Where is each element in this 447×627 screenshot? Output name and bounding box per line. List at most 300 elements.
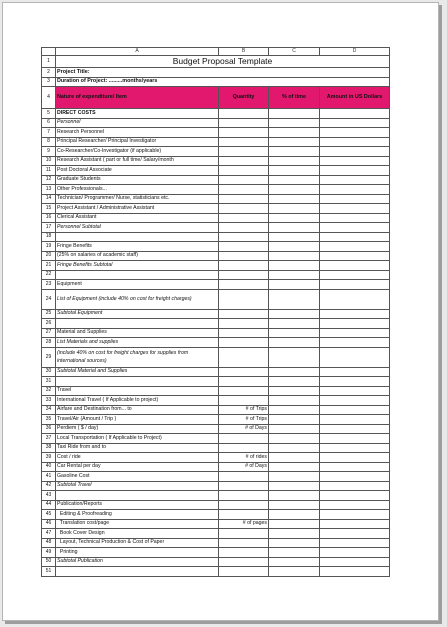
sheet-row (42, 68, 390, 78)
pct-time-cell[interactable] (269, 137, 320, 147)
item-cell[interactable]: Technician/ Programmer/ Nurse, statisticians etc. (56, 194, 219, 204)
column-header-c[interactable]: C (269, 48, 320, 56)
table-row (42, 251, 390, 261)
row-number[interactable]: 5 (42, 109, 56, 119)
amount-cell[interactable] (320, 109, 390, 119)
quantity-cell[interactable] (219, 128, 269, 138)
quantity-cell[interactable] (219, 185, 269, 195)
amount-cell[interactable] (320, 319, 390, 329)
quantity-cell[interactable] (219, 175, 269, 185)
table-row (42, 424, 390, 434)
pct-time-cell[interactable] (269, 242, 320, 252)
item-cell[interactable]: Equipment (56, 280, 219, 290)
pct-time-cell[interactable] (269, 175, 320, 185)
item-cell[interactable]: Subtotal Equipment (56, 309, 219, 319)
pct-time-cell[interactable] (269, 309, 320, 319)
amount-cell[interactable] (320, 128, 390, 138)
pct-time-cell[interactable] (269, 491, 320, 501)
header-nature[interactable]: Nature of expenditure/ Item (56, 87, 219, 109)
row-number[interactable]: 22 (42, 270, 56, 280)
pct-time-cell[interactable] (269, 319, 320, 329)
pct-time-cell[interactable] (269, 261, 320, 271)
amount-cell[interactable] (320, 529, 390, 539)
worksheet-page (2, 2, 439, 621)
item-cell[interactable]: Fringe Benefits (56, 242, 219, 252)
pct-time-cell[interactable] (269, 232, 320, 242)
quantity-cell[interactable] (219, 538, 269, 548)
amount-cell[interactable] (320, 347, 390, 367)
row-number[interactable]: 30 (42, 367, 56, 377)
row-number[interactable]: 26 (42, 319, 56, 329)
amount-cell[interactable] (320, 270, 390, 280)
pct-time-cell[interactable] (269, 481, 320, 491)
pct-time-cell[interactable] (269, 109, 320, 119)
item-cell[interactable]: Perdiem ( $ / day) (56, 424, 219, 434)
project-title-cell[interactable]: Project Title: (56, 68, 390, 78)
budget-sheet (41, 47, 390, 577)
amount-cell[interactable] (320, 424, 390, 434)
quantity-cell[interactable]: # of pages (219, 519, 269, 529)
table-row (42, 213, 390, 223)
pct-time-cell[interactable] (269, 147, 320, 157)
pct-time-cell[interactable] (269, 251, 320, 261)
amount-cell[interactable] (320, 251, 390, 261)
pct-time-cell[interactable] (269, 289, 320, 309)
amount-cell[interactable] (320, 453, 390, 463)
row-number[interactable]: 6 (42, 118, 56, 128)
table-row (42, 166, 390, 176)
table-row (42, 462, 390, 472)
pct-time-cell[interactable] (269, 434, 320, 444)
table-row (42, 443, 390, 453)
row-number[interactable]: 11 (42, 166, 56, 176)
item-cell[interactable]: DIRECT COSTS (56, 109, 219, 119)
item-cell[interactable]: Graduate Students (56, 175, 219, 185)
pct-time-cell[interactable] (269, 443, 320, 453)
pct-time-cell[interactable] (269, 386, 320, 396)
amount-cell[interactable] (320, 510, 390, 520)
amount-cell[interactable] (320, 338, 390, 348)
row-number[interactable]: 28 (42, 338, 56, 348)
item-cell[interactable]: Travel/Air (Amount / Trip ) (56, 415, 219, 425)
table-row (42, 261, 390, 271)
pct-time-cell[interactable] (269, 223, 320, 233)
amount-cell[interactable] (320, 472, 390, 482)
pct-time-cell[interactable] (269, 405, 320, 415)
item-cell[interactable] (56, 377, 219, 387)
amount-cell[interactable] (320, 491, 390, 501)
amount-cell[interactable] (320, 147, 390, 157)
quantity-cell[interactable] (219, 137, 269, 147)
row-number[interactable]: 19 (42, 242, 56, 252)
row-number[interactable]: 49 (42, 548, 56, 558)
sheet-title[interactable]: Budget Proposal Template (56, 56, 390, 68)
table-row (42, 491, 390, 501)
pct-time-cell[interactable] (269, 548, 320, 558)
table-row (42, 347, 390, 367)
pct-time-cell[interactable] (269, 204, 320, 214)
amount-cell[interactable] (320, 386, 390, 396)
item-cell[interactable]: Gasoline Cost (56, 472, 219, 482)
row-number[interactable]: 27 (42, 328, 56, 338)
quantity-cell[interactable] (219, 510, 269, 520)
amount-cell[interactable] (320, 434, 390, 444)
table-row (42, 529, 390, 539)
quantity-cell[interactable] (219, 367, 269, 377)
quantity-cell[interactable] (219, 396, 269, 406)
quantity-cell[interactable] (219, 166, 269, 176)
amount-cell[interactable] (320, 557, 390, 567)
pct-time-cell[interactable] (269, 377, 320, 387)
item-cell[interactable] (56, 567, 219, 577)
quantity-cell[interactable] (219, 347, 269, 367)
header-amount[interactable]: Amount in US Dollars (320, 87, 390, 109)
corner-cell[interactable] (42, 48, 56, 56)
item-cell[interactable]: Printing (56, 548, 219, 558)
table-row (42, 557, 390, 567)
pct-time-cell[interactable] (269, 194, 320, 204)
quantity-cell[interactable] (219, 213, 269, 223)
quantity-cell[interactable]: # of Trips (219, 405, 269, 415)
row-number[interactable]: 47 (42, 529, 56, 539)
pct-time-cell[interactable] (269, 519, 320, 529)
item-cell[interactable]: Subtotal Publication (56, 557, 219, 567)
amount-cell[interactable] (320, 175, 390, 185)
item-cell[interactable]: Layout, Technical Production & Cost of Paper (56, 538, 219, 548)
item-cell[interactable]: Material and Supplies (56, 328, 219, 338)
quantity-cell[interactable] (219, 529, 269, 539)
amount-cell[interactable] (320, 232, 390, 242)
amount-cell[interactable] (320, 242, 390, 252)
table-row (42, 185, 390, 195)
table-row (42, 367, 390, 377)
table-row (42, 538, 390, 548)
pct-time-cell[interactable] (269, 213, 320, 223)
quantity-cell[interactable]: # of Trips (219, 415, 269, 425)
pct-time-cell[interactable] (269, 347, 320, 367)
item-cell[interactable]: Subtotal Material and Supplies (56, 367, 219, 377)
row-number[interactable]: 4 (42, 87, 56, 109)
quantity-cell[interactable] (219, 328, 269, 338)
item-cell[interactable]: International Travel ( If Applicable to project) (56, 396, 219, 406)
item-cell[interactable]: Personnel (56, 118, 219, 128)
pct-time-cell[interactable] (269, 128, 320, 138)
table-row (42, 232, 390, 242)
quantity-cell[interactable] (219, 338, 269, 348)
table-row (42, 223, 390, 233)
row-number[interactable]: 43 (42, 491, 56, 501)
amount-cell[interactable] (320, 567, 390, 577)
pct-time-cell[interactable] (269, 118, 320, 128)
pct-time-cell[interactable] (269, 156, 320, 166)
item-cell[interactable]: Travel (56, 386, 219, 396)
row-number[interactable]: 3 (42, 77, 56, 87)
quantity-cell[interactable] (219, 472, 269, 482)
table-row (42, 109, 390, 119)
quantity-cell[interactable] (219, 118, 269, 128)
row-number[interactable]: 17 (42, 223, 56, 233)
duration-cell[interactable]: Duration of Project: .........months/years (56, 77, 390, 87)
table-row (42, 242, 390, 252)
row-number[interactable]: 14 (42, 194, 56, 204)
quantity-cell[interactable] (219, 443, 269, 453)
row-number[interactable]: 18 (42, 232, 56, 242)
header-pct-time[interactable]: % of time (269, 87, 320, 109)
quantity-cell[interactable]: # of rides (219, 453, 269, 463)
pct-time-cell[interactable] (269, 424, 320, 434)
row-number[interactable]: 21 (42, 261, 56, 271)
quantity-cell[interactable] (219, 289, 269, 309)
row-number[interactable]: 48 (42, 538, 56, 548)
row-number[interactable]: 20 (42, 251, 56, 261)
quantity-cell[interactable] (219, 204, 269, 214)
sheet-row (42, 56, 390, 68)
item-cell[interactable]: Local Transportation ( If Applicable to Project) (56, 434, 219, 444)
row-number[interactable]: 7 (42, 128, 56, 138)
quantity-cell[interactable] (219, 377, 269, 387)
amount-cell[interactable] (320, 213, 390, 223)
item-cell[interactable]: Taxi Ride from and to (56, 443, 219, 453)
quantity-cell[interactable] (219, 270, 269, 280)
quantity-cell[interactable]: # of Days (219, 462, 269, 472)
amount-cell[interactable] (320, 194, 390, 204)
row-number[interactable]: 46 (42, 519, 56, 529)
amount-cell[interactable] (320, 548, 390, 558)
row-number[interactable]: 13 (42, 185, 56, 195)
quantity-cell[interactable] (219, 557, 269, 567)
item-cell[interactable]: Book Cover Design (56, 529, 219, 539)
amount-cell[interactable] (320, 443, 390, 453)
table-row (42, 204, 390, 214)
pct-time-cell[interactable] (269, 270, 320, 280)
table-row (42, 118, 390, 128)
quantity-cell[interactable] (219, 223, 269, 233)
amount-cell[interactable] (320, 166, 390, 176)
quantity-cell[interactable] (219, 251, 269, 261)
pct-time-cell[interactable] (269, 538, 320, 548)
pct-time-cell[interactable] (269, 472, 320, 482)
item-cell[interactable] (56, 319, 219, 329)
row-number[interactable]: 25 (42, 309, 56, 319)
table-row (42, 377, 390, 387)
table-row (42, 309, 390, 319)
item-cell[interactable]: Principal Researcher/ Principal Investigator (56, 137, 219, 147)
table-row (42, 415, 390, 425)
table-row (42, 548, 390, 558)
table-row (42, 156, 390, 166)
amount-cell[interactable] (320, 328, 390, 338)
pct-time-cell[interactable] (269, 166, 320, 176)
amount-cell[interactable] (320, 280, 390, 290)
amount-cell[interactable] (320, 519, 390, 529)
row-number[interactable]: 12 (42, 175, 56, 185)
quantity-cell[interactable] (219, 261, 269, 271)
amount-cell[interactable] (320, 261, 390, 271)
column-header-b[interactable]: B (219, 48, 269, 56)
amount-cell[interactable] (320, 396, 390, 406)
quantity-cell[interactable] (219, 109, 269, 119)
table-row (42, 289, 390, 309)
row-number[interactable]: 24 (42, 289, 56, 309)
quantity-cell[interactable]: # of Days (219, 424, 269, 434)
pct-time-cell[interactable] (269, 280, 320, 290)
row-number[interactable]: 38 (42, 443, 56, 453)
quantity-cell[interactable] (219, 319, 269, 329)
item-cell[interactable]: (25% on salaries of academic staff) (56, 251, 219, 261)
amount-cell[interactable] (320, 156, 390, 166)
row-number[interactable]: 42 (42, 481, 56, 491)
row-number[interactable]: 36 (42, 424, 56, 434)
row-number[interactable]: 8 (42, 137, 56, 147)
table-row (42, 137, 390, 147)
item-cell[interactable]: Editing & Proofreading (56, 510, 219, 520)
column-header-a[interactable]: A (56, 48, 219, 56)
table-row (42, 405, 390, 415)
table-row (42, 270, 390, 280)
column-header-d[interactable]: D (320, 48, 390, 56)
row-number[interactable]: 41 (42, 472, 56, 482)
pct-time-cell[interactable] (269, 367, 320, 377)
row-number[interactable]: 1 (42, 56, 56, 68)
item-cell[interactable] (56, 270, 219, 280)
row-number[interactable]: 44 (42, 500, 56, 510)
row-number[interactable]: 51 (42, 567, 56, 577)
quantity-cell[interactable] (219, 232, 269, 242)
table-row (42, 396, 390, 406)
amount-cell[interactable] (320, 367, 390, 377)
amount-cell[interactable] (320, 309, 390, 319)
quantity-cell[interactable] (219, 567, 269, 577)
pct-time-cell[interactable] (269, 510, 320, 520)
quantity-cell[interactable] (219, 548, 269, 558)
pct-time-cell[interactable] (269, 462, 320, 472)
row-number[interactable]: 34 (42, 405, 56, 415)
quantity-cell[interactable] (219, 386, 269, 396)
pct-time-cell[interactable] (269, 328, 320, 338)
pct-time-cell[interactable] (269, 500, 320, 510)
amount-cell[interactable] (320, 481, 390, 491)
amount-cell[interactable] (320, 405, 390, 415)
item-cell[interactable]: Clerical Assistant (56, 213, 219, 223)
item-cell[interactable]: Airfare and Destination from... to (56, 405, 219, 415)
row-number[interactable]: 9 (42, 147, 56, 157)
row-number[interactable]: 37 (42, 434, 56, 444)
item-cell[interactable]: List Materials and supplies (56, 338, 219, 348)
amount-cell[interactable] (320, 204, 390, 214)
table-row (42, 434, 390, 444)
table-header-row (42, 87, 390, 109)
item-cell[interactable]: Post Doctoral Associate (56, 166, 219, 176)
table-row (42, 481, 390, 491)
item-cell[interactable]: Cost / ride (56, 453, 219, 463)
row-number[interactable]: 16 (42, 213, 56, 223)
item-cell[interactable]: Fringe Benefits Subtotal (56, 261, 219, 271)
item-cell[interactable]: Subtotal Travel (56, 481, 219, 491)
pct-time-cell[interactable] (269, 415, 320, 425)
quantity-cell[interactable] (219, 147, 269, 157)
item-cell[interactable]: List of Equipment (include 40% on cost for freight charges) (56, 289, 219, 309)
row-number[interactable]: 45 (42, 510, 56, 520)
pct-time-cell[interactable] (269, 453, 320, 463)
table-row (42, 147, 390, 157)
item-cell[interactable]: Translation cost/page (56, 519, 219, 529)
table-row (42, 472, 390, 482)
row-number[interactable]: 35 (42, 415, 56, 425)
item-cell[interactable]: Research Personnel (56, 128, 219, 138)
pct-time-cell[interactable] (269, 557, 320, 567)
table-row (42, 500, 390, 510)
row-number[interactable]: 40 (42, 462, 56, 472)
row-number[interactable]: 2 (42, 68, 56, 78)
pct-time-cell[interactable] (269, 338, 320, 348)
item-cell[interactable] (56, 232, 219, 242)
amount-cell[interactable] (320, 462, 390, 472)
quantity-cell[interactable] (219, 491, 269, 501)
item-cell[interactable]: Personnel Subtotal (56, 223, 219, 233)
sheet-row (42, 77, 390, 87)
amount-cell[interactable] (320, 500, 390, 510)
amount-cell[interactable] (320, 415, 390, 425)
table-row (42, 453, 390, 463)
pct-time-cell[interactable] (269, 529, 320, 539)
row-number[interactable]: 29 (42, 347, 56, 367)
amount-cell[interactable] (320, 377, 390, 387)
row-number[interactable]: 50 (42, 557, 56, 567)
row-number[interactable]: 39 (42, 453, 56, 463)
amount-cell[interactable] (320, 118, 390, 128)
pct-time-cell[interactable] (269, 185, 320, 195)
pct-time-cell[interactable] (269, 396, 320, 406)
header-quantity[interactable]: Quantity (219, 87, 269, 109)
row-number[interactable]: 33 (42, 396, 56, 406)
table-row (42, 328, 390, 338)
table-row (42, 567, 390, 577)
quantity-cell[interactable] (219, 242, 269, 252)
quantity-cell[interactable] (219, 156, 269, 166)
pct-time-cell[interactable] (269, 567, 320, 577)
quantity-cell[interactable] (219, 434, 269, 444)
table-row (42, 280, 390, 290)
item-cell[interactable] (56, 491, 219, 501)
amount-cell[interactable] (320, 137, 390, 147)
row-number[interactable]: 31 (42, 377, 56, 387)
column-header-row (42, 48, 390, 56)
amount-cell[interactable] (320, 289, 390, 309)
amount-cell[interactable] (320, 538, 390, 548)
row-number[interactable]: 23 (42, 280, 56, 290)
quantity-cell[interactable] (219, 194, 269, 204)
row-number[interactable]: 15 (42, 204, 56, 214)
quantity-cell[interactable] (219, 500, 269, 510)
item-cell[interactable]: Co-Researcher/Co-Investigator (if applicable) (56, 147, 219, 157)
item-cell[interactable]: Publication/Reports (56, 500, 219, 510)
row-number[interactable]: 32 (42, 386, 56, 396)
item-cell[interactable]: Research Assistant ( part or full time/ Salary/month (56, 156, 219, 166)
amount-cell[interactable] (320, 185, 390, 195)
item-cell[interactable]: Other Professionals... (56, 185, 219, 195)
item-cell[interactable]: Project Assistant / Administrative Assistant (56, 204, 219, 214)
amount-cell[interactable] (320, 223, 390, 233)
quantity-cell[interactable] (219, 280, 269, 290)
table-row (42, 386, 390, 396)
quantity-cell[interactable] (219, 481, 269, 491)
table-row (42, 319, 390, 329)
quantity-cell[interactable] (219, 309, 269, 319)
item-cell[interactable]: Car Rental per day (56, 462, 219, 472)
item-cell[interactable]: (include 40% on cost for freight charges for supplies from international sources) (56, 347, 219, 367)
row-number[interactable]: 10 (42, 156, 56, 166)
table-row (42, 175, 390, 185)
